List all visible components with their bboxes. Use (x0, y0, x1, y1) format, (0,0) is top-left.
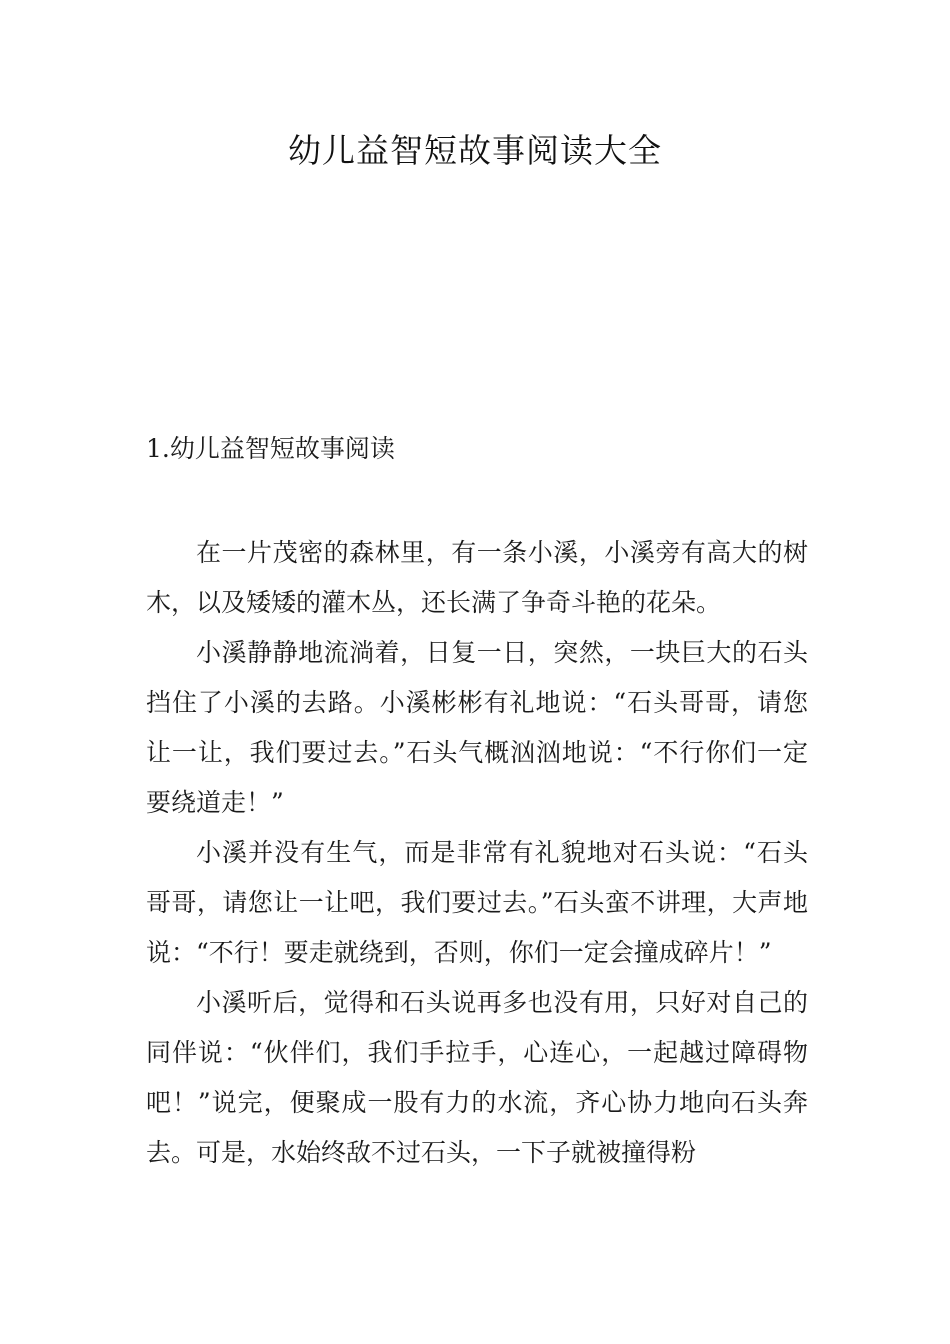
paragraph: 小溪并没有生气，而是非常有礼貌地对石头说：“石头哥哥，请您让一让吧，我们要过去。”石头蛮不讲理，大声地说：“不行！要走就绕到，否则，你们一定会撞成碎片！” (146, 838, 808, 967)
section-heading: 1.幼儿益智短故事阅读 (146, 434, 395, 463)
paragraph: 小溪静静地流淌着，日复一日，突然，一块巨大的石头挡住了小溪的去路。小溪彬彬有礼地说：“石头哥哥，请您让一让，我们要过去。”石头气概汹汹地说：“不行你们一定要绕道走！” (146, 638, 808, 817)
document-title: 幼儿益智短故事阅读大全 (288, 131, 662, 170)
story-body (146, 528, 808, 1178)
paragraph: 在一片茂密的森林里，有一条小溪，小溪旁有高大的树木，以及矮矮的灌木丛，还长满了争奇斗艳的花朵。 (146, 538, 808, 617)
paragraph: 小溪听后，觉得和石头说再多也没有用，只好对自己的同伴说：“伙伴们，我们手拉手，心连心，一起越过障碍物吧！”说完，便聚成一股有力的水流，齐心协力地向石头奔去。可是，水始终敌不过石头，一下子就被撞得粉 (146, 988, 808, 1167)
